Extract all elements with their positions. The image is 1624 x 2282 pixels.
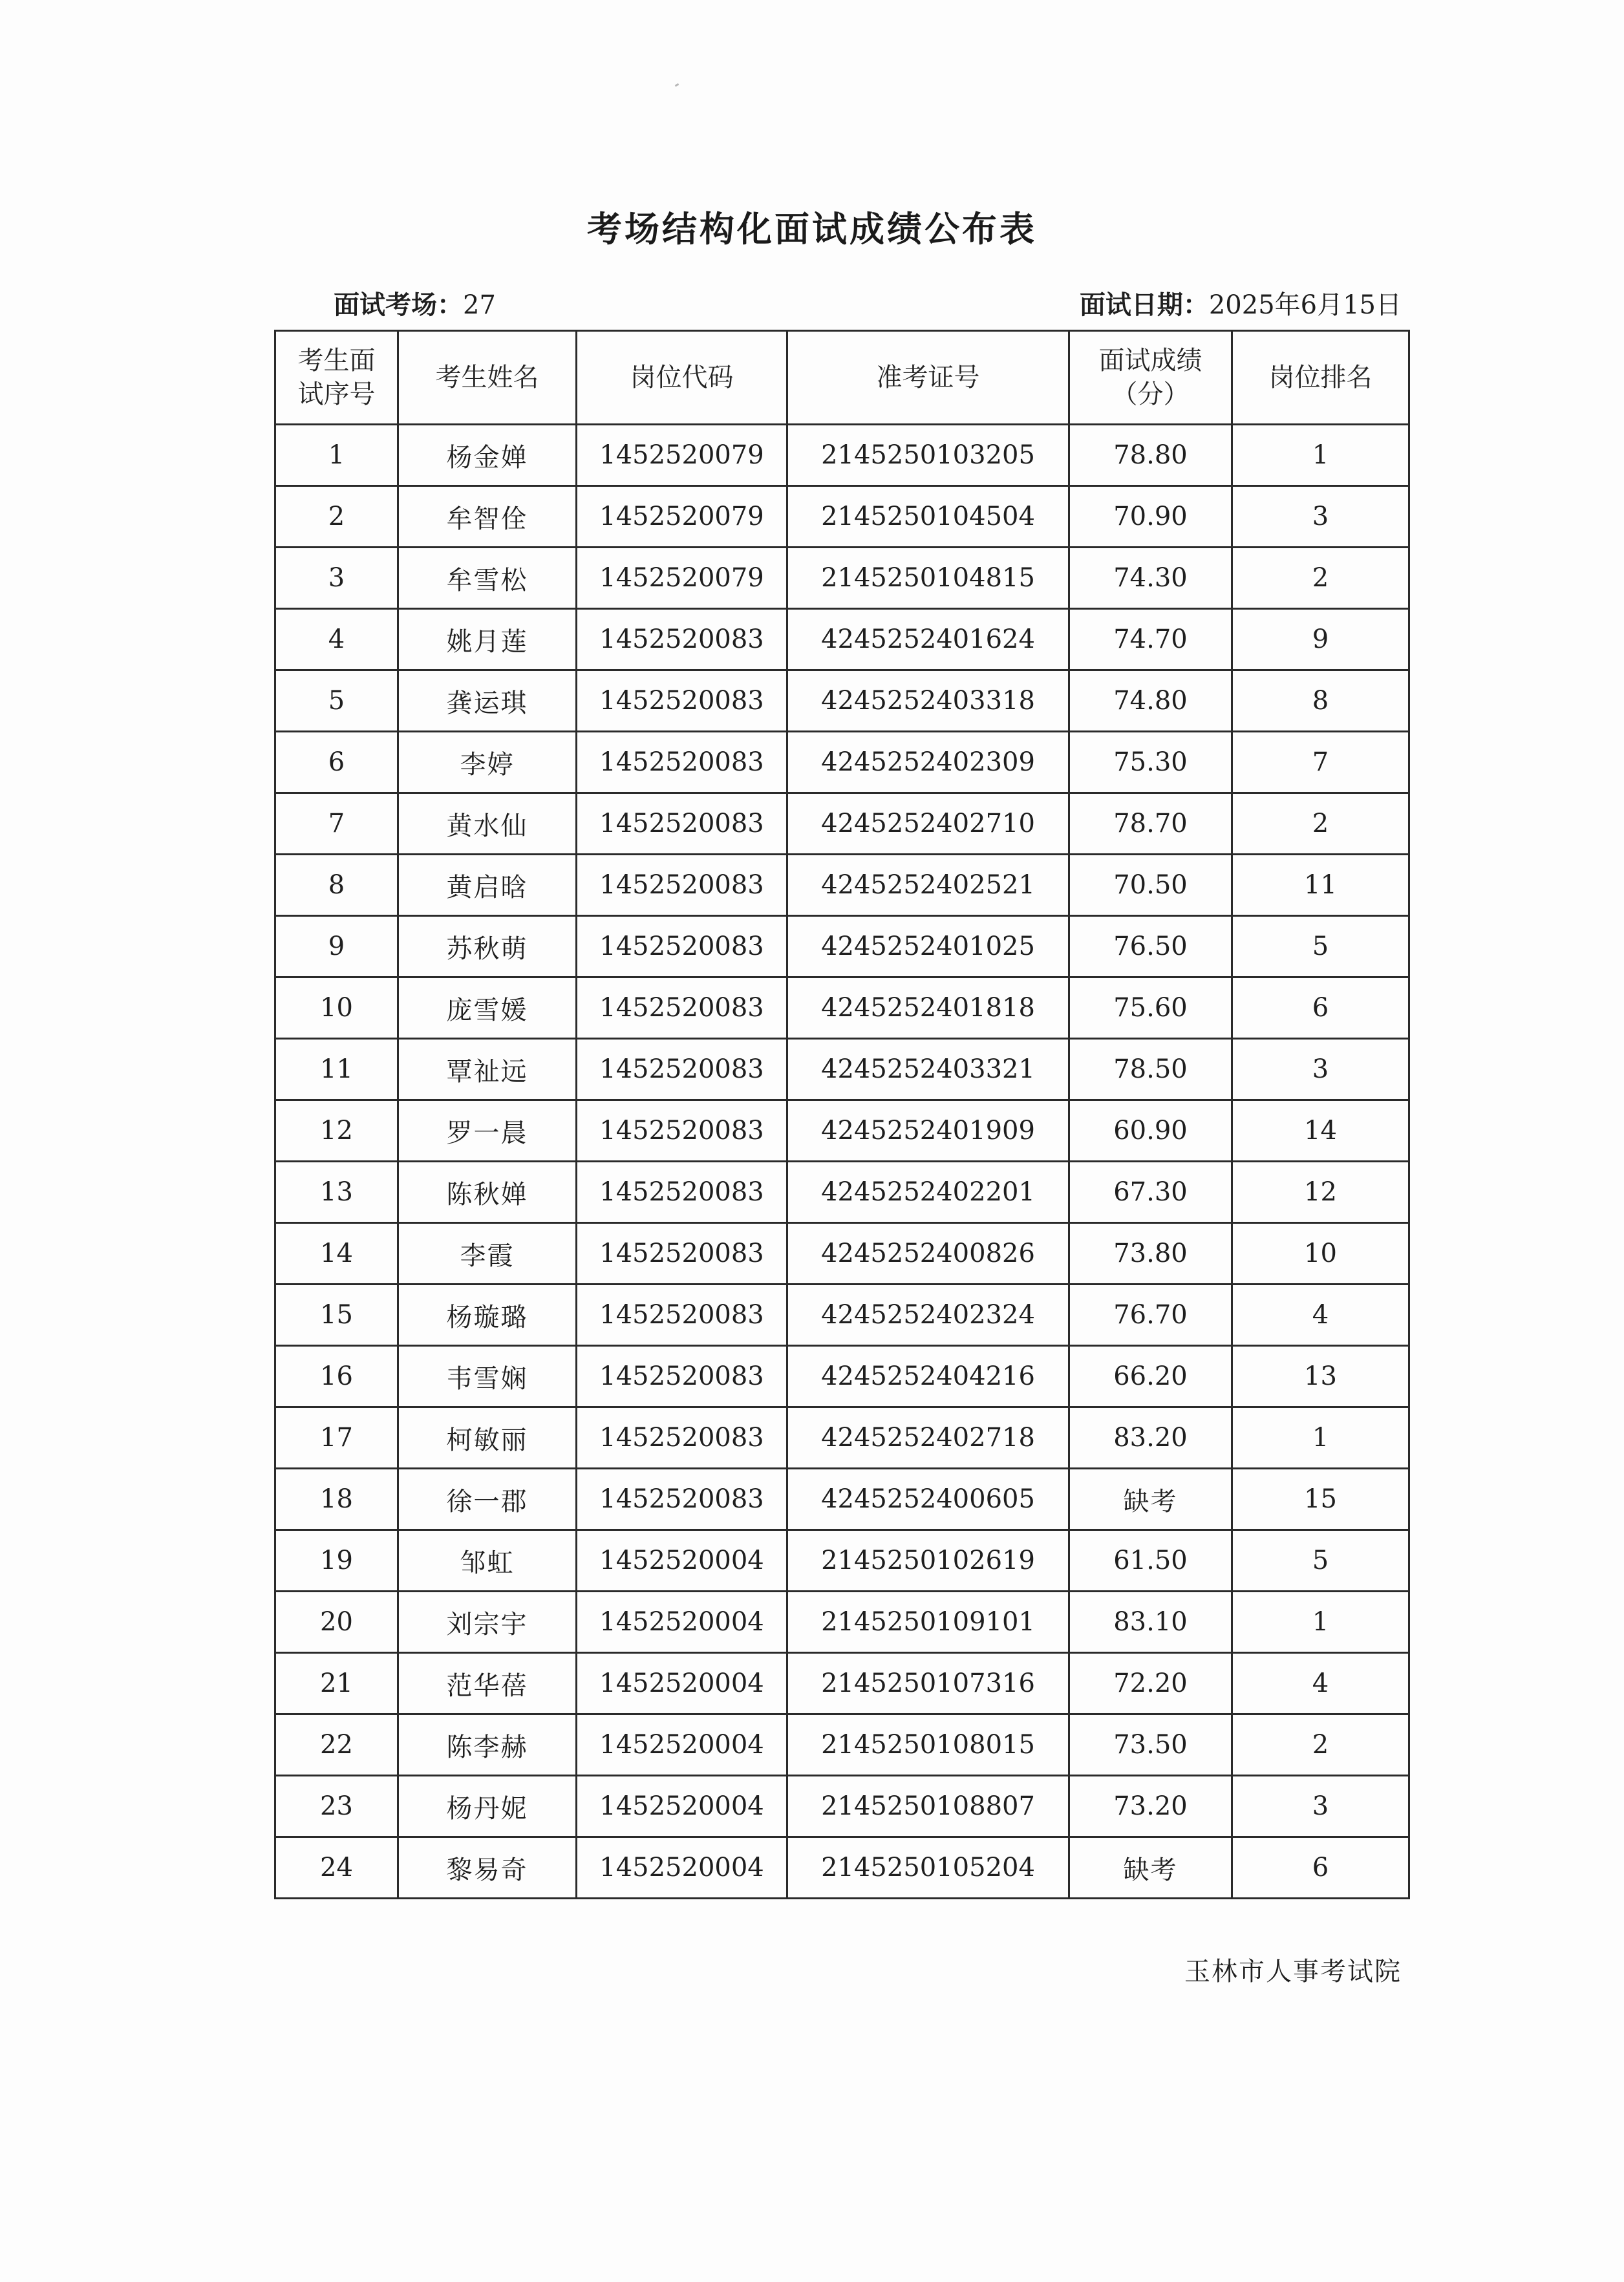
table-row xyxy=(275,1407,1409,1469)
cell-score: 76.70 xyxy=(1069,1285,1232,1346)
cell-post-code: 1452520083 xyxy=(577,977,787,1039)
cell-rank: 12 xyxy=(1232,1162,1409,1223)
table-row xyxy=(275,1039,1409,1100)
table-row xyxy=(275,425,1409,486)
header-score xyxy=(1069,331,1232,425)
cell-seq: 22 xyxy=(275,1714,398,1776)
cell-post-code: 1452520004 xyxy=(577,1592,787,1653)
cell-name: 牟智佺 xyxy=(398,486,577,548)
cell-name: 刘宗宇 xyxy=(398,1592,577,1653)
cell-ticket: 4245252402710 xyxy=(787,793,1069,855)
table-row xyxy=(275,916,1409,977)
table-row xyxy=(275,732,1409,793)
cell-seq: 15 xyxy=(275,1285,398,1346)
cell-score: 74.30 xyxy=(1069,548,1232,609)
cell-post-code: 1452520083 xyxy=(577,1100,787,1162)
cell-post-code: 1452520083 xyxy=(577,1407,787,1469)
cell-post-code: 1452520004 xyxy=(577,1837,787,1899)
cell-score: 75.30 xyxy=(1069,732,1232,793)
cell-rank: 1 xyxy=(1232,1407,1409,1469)
cell-ticket: 4245252401624 xyxy=(787,609,1069,670)
cell-rank: 3 xyxy=(1232,486,1409,548)
exam-date-info xyxy=(1080,284,1402,321)
exam-room-value: 27 xyxy=(463,290,496,320)
cell-seq: 12 xyxy=(275,1100,398,1162)
exam-date-label: 面试日期： xyxy=(1079,290,1209,320)
cell-name: 黄水仙 xyxy=(398,793,577,855)
cell-score: 70.90 xyxy=(1069,486,1232,548)
cell-seq: 7 xyxy=(275,793,398,855)
cell-name: 罗一晨 xyxy=(398,1100,577,1162)
cell-ticket: 4245252400826 xyxy=(787,1223,1069,1285)
cell-name: 陈秋婵 xyxy=(398,1162,577,1223)
cell-rank: 6 xyxy=(1232,977,1409,1039)
cell-post-code: 1452520079 xyxy=(577,425,787,486)
table-row xyxy=(275,1837,1409,1899)
cell-post-code: 1452520083 xyxy=(577,1469,787,1530)
cell-rank: 8 xyxy=(1232,670,1409,732)
cell-score: 74.70 xyxy=(1069,609,1232,670)
cell-name: 黄启晗 xyxy=(398,855,577,916)
cell-ticket: 2145250108807 xyxy=(787,1776,1069,1837)
cell-ticket: 4245252401818 xyxy=(787,977,1069,1039)
table-row xyxy=(275,1285,1409,1346)
header-row xyxy=(275,331,1409,425)
cell-rank: 1 xyxy=(1232,425,1409,486)
cell-seq: 16 xyxy=(275,1346,398,1407)
table-row xyxy=(275,1162,1409,1223)
cell-rank: 3 xyxy=(1232,1776,1409,1837)
cell-name: 苏秋萌 xyxy=(398,916,577,977)
cell-name: 徐一郡 xyxy=(398,1469,577,1530)
cell-score: 70.50 xyxy=(1069,855,1232,916)
table-row xyxy=(275,1223,1409,1285)
cell-ticket: 4245252404216 xyxy=(787,1346,1069,1407)
cell-name: 姚月莲 xyxy=(398,609,577,670)
cell-name: 黎易奇 xyxy=(398,1837,577,1899)
cell-ticket: 2145250107316 xyxy=(787,1653,1069,1714)
cell-ticket: 4245252402309 xyxy=(787,732,1069,793)
cell-rank: 2 xyxy=(1232,548,1409,609)
table-row xyxy=(275,548,1409,609)
table-body xyxy=(275,425,1409,1899)
cell-post-code: 1452520083 xyxy=(577,1285,787,1346)
cell-ticket: 4245252402718 xyxy=(787,1407,1069,1469)
cell-ticket: 2145250103205 xyxy=(787,425,1069,486)
cell-name: 李霞 xyxy=(398,1223,577,1285)
cell-rank: 13 xyxy=(1232,1346,1409,1407)
cell-ticket: 4245252401909 xyxy=(787,1100,1069,1162)
cell-rank: 2 xyxy=(1232,793,1409,855)
table-row xyxy=(275,1100,1409,1162)
cell-ticket: 4245252402324 xyxy=(787,1285,1069,1346)
cell-score: 60.90 xyxy=(1069,1100,1232,1162)
cell-score: 75.60 xyxy=(1069,977,1232,1039)
table-row xyxy=(275,1346,1409,1407)
cell-seq: 11 xyxy=(275,1039,398,1100)
cell-score: 83.10 xyxy=(1069,1592,1232,1653)
cell-post-code: 1452520083 xyxy=(577,855,787,916)
header-post-code: 岗位代码 xyxy=(577,331,787,425)
cell-seq: 18 xyxy=(275,1469,398,1530)
cell-rank: 9 xyxy=(1232,609,1409,670)
header-score-line1: 面试成绩 xyxy=(1098,346,1202,376)
cell-post-code: 1452520083 xyxy=(577,1039,787,1100)
cell-score: 61.50 xyxy=(1069,1530,1232,1592)
cell-ticket: 4245252402201 xyxy=(787,1162,1069,1223)
cell-seq: 24 xyxy=(275,1837,398,1899)
cell-seq: 10 xyxy=(275,977,398,1039)
cell-ticket: 4245252401025 xyxy=(787,916,1069,977)
cell-rank: 6 xyxy=(1232,1837,1409,1899)
cell-rank: 4 xyxy=(1232,1285,1409,1346)
cell-name: 范华蓓 xyxy=(398,1653,577,1714)
cell-rank: 5 xyxy=(1232,916,1409,977)
table-row xyxy=(275,1653,1409,1714)
issuer-footer: 玉林市人事考试院 xyxy=(1184,1957,1402,1987)
cell-rank: 4 xyxy=(1232,1653,1409,1714)
cell-score: 83.20 xyxy=(1069,1407,1232,1469)
cell-seq: 21 xyxy=(275,1653,398,1714)
header-ticket: 准考证号 xyxy=(787,331,1069,425)
cell-ticket: 4245252400605 xyxy=(787,1469,1069,1530)
cell-name: 杨金婵 xyxy=(398,425,577,486)
cell-ticket: 4245252403321 xyxy=(787,1039,1069,1100)
cell-name: 陈李赫 xyxy=(398,1714,577,1776)
cell-ticket: 4245252403318 xyxy=(787,670,1069,732)
cell-seq: 13 xyxy=(275,1162,398,1223)
table-row xyxy=(275,486,1409,548)
cell-score: 缺考 xyxy=(1069,1837,1232,1899)
cell-ticket: 2145250109101 xyxy=(787,1592,1069,1653)
table-row xyxy=(275,670,1409,732)
cell-score: 76.50 xyxy=(1069,916,1232,977)
cell-ticket: 2145250108015 xyxy=(787,1714,1069,1776)
cell-score: 73.80 xyxy=(1069,1223,1232,1285)
cell-score: 72.20 xyxy=(1069,1653,1232,1714)
page-title: 考场结构化面试成绩公布表 xyxy=(587,209,1037,250)
header-seq-line2: 试序号 xyxy=(297,379,376,409)
table-row xyxy=(275,855,1409,916)
cell-seq: 17 xyxy=(275,1407,398,1469)
cell-rank: 10 xyxy=(1232,1223,1409,1285)
cell-score: 缺考 xyxy=(1069,1469,1232,1530)
exam-room-label: 面试考场： xyxy=(334,290,463,320)
cell-seq: 19 xyxy=(275,1530,398,1592)
cell-seq: 20 xyxy=(275,1592,398,1653)
cell-name: 韦雪娴 xyxy=(398,1346,577,1407)
cell-seq: 14 xyxy=(275,1223,398,1285)
cell-rank: 15 xyxy=(1232,1469,1409,1530)
cell-score: 74.80 xyxy=(1069,670,1232,732)
cell-rank: 1 xyxy=(1232,1592,1409,1653)
cell-post-code: 1452520079 xyxy=(577,548,787,609)
cell-score: 78.70 xyxy=(1069,793,1232,855)
header-rank: 岗位排名 xyxy=(1232,331,1409,425)
cell-rank: 7 xyxy=(1232,732,1409,793)
cell-post-code: 1452520083 xyxy=(577,916,787,977)
cell-rank: 5 xyxy=(1232,1530,1409,1592)
cell-post-code: 1452520004 xyxy=(577,1530,787,1592)
header-score-line2: （分） xyxy=(1111,379,1190,409)
cell-seq: 4 xyxy=(275,609,398,670)
cell-score: 67.30 xyxy=(1069,1162,1232,1223)
cell-post-code: 1452520083 xyxy=(577,670,787,732)
cell-post-code: 1452520004 xyxy=(577,1714,787,1776)
header-seq-line1: 考生面 xyxy=(297,346,376,376)
cell-rank: 14 xyxy=(1232,1100,1409,1162)
cell-seq: 9 xyxy=(275,916,398,977)
cell-post-code: 1452520004 xyxy=(577,1653,787,1714)
table-row xyxy=(275,1776,1409,1837)
cell-name: 龚运琪 xyxy=(398,670,577,732)
cell-post-code: 1452520083 xyxy=(577,793,787,855)
table-row xyxy=(275,1714,1409,1776)
cell-post-code: 1452520083 xyxy=(577,1223,787,1285)
cell-seq: 6 xyxy=(275,732,398,793)
table-row xyxy=(275,1592,1409,1653)
cell-score: 73.50 xyxy=(1069,1714,1232,1776)
cell-name: 李婷 xyxy=(398,732,577,793)
cell-rank: 2 xyxy=(1232,1714,1409,1776)
header-name: 考生姓名 xyxy=(398,331,577,425)
cell-seq: 23 xyxy=(275,1776,398,1837)
cell-name: 庞雪媛 xyxy=(398,977,577,1039)
cell-name: 牟雪松 xyxy=(398,548,577,609)
table-row xyxy=(275,609,1409,670)
cell-seq: 2 xyxy=(275,486,398,548)
cell-post-code: 1452520004 xyxy=(577,1776,787,1837)
cell-ticket: 2145250104504 xyxy=(787,486,1069,548)
cell-post-code: 1452520079 xyxy=(577,486,787,548)
cell-score: 78.50 xyxy=(1069,1039,1232,1100)
scan-speck xyxy=(675,83,679,87)
cell-ticket: 2145250104815 xyxy=(787,548,1069,609)
cell-post-code: 1452520083 xyxy=(577,609,787,670)
cell-score: 78.80 xyxy=(1069,425,1232,486)
cell-name: 柯敏丽 xyxy=(398,1407,577,1469)
cell-seq: 5 xyxy=(275,670,398,732)
cell-seq: 3 xyxy=(275,548,398,609)
results-table xyxy=(274,330,1410,1899)
exam-room-info xyxy=(334,284,496,321)
cell-ticket: 4245252402521 xyxy=(787,855,1069,916)
cell-name: 邹虹 xyxy=(398,1530,577,1592)
cell-score: 66.20 xyxy=(1069,1346,1232,1407)
cell-name: 杨丹妮 xyxy=(398,1776,577,1837)
cell-score: 73.20 xyxy=(1069,1776,1232,1837)
header-seq xyxy=(275,331,398,425)
cell-seq: 8 xyxy=(275,855,398,916)
table-row xyxy=(275,793,1409,855)
cell-ticket: 2145250102619 xyxy=(787,1530,1069,1592)
cell-rank: 11 xyxy=(1232,855,1409,916)
cell-post-code: 1452520083 xyxy=(577,1162,787,1223)
table-row xyxy=(275,977,1409,1039)
cell-ticket: 2145250105204 xyxy=(787,1837,1069,1899)
cell-name: 覃祉远 xyxy=(398,1039,577,1100)
cell-post-code: 1452520083 xyxy=(577,732,787,793)
table-row xyxy=(275,1530,1409,1592)
cell-seq: 1 xyxy=(275,425,398,486)
table-row xyxy=(275,1469,1409,1530)
exam-date-value: 2025年6月15日 xyxy=(1208,290,1402,320)
cell-post-code: 1452520083 xyxy=(577,1346,787,1407)
cell-name: 杨璇璐 xyxy=(398,1285,577,1346)
cell-rank: 3 xyxy=(1232,1039,1409,1100)
